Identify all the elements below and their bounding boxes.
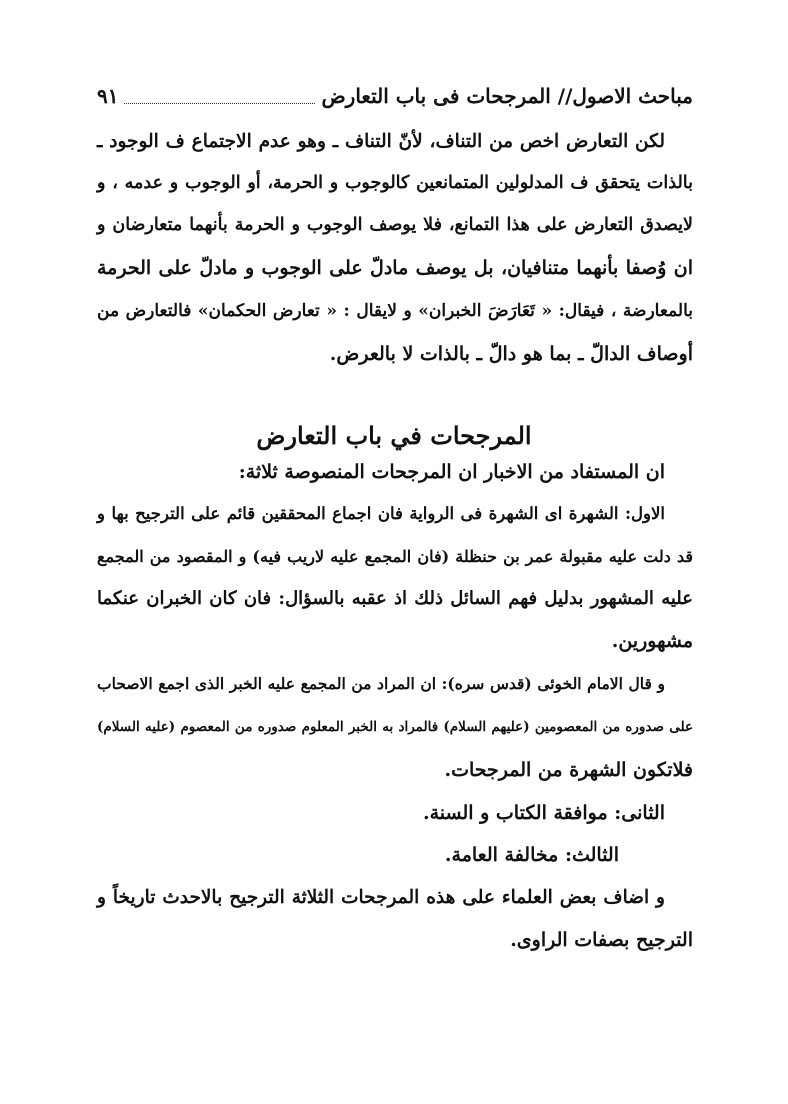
first-item-line: عليه المشهور بدليل فهم السائل ذلك اذ عقبه بالسؤال: فان كان الخبران عنكما: [97, 588, 693, 609]
paragraph-line: لايصدق التعارض على هذا التمانع، فلا يوصف الوجوب و الحرمة بأنهما متعارضان و: [97, 215, 693, 235]
second-item: الثانى: موافقة الكتاب و السنة.: [422, 802, 665, 824]
khoei-line: و قال الامام الخوئى (قدس سره): ان المراد من المجمع عليه الخبر الذى اجمع الاصحاب: [97, 674, 665, 693]
closing-line: الترجيح بصفات الراوى.: [510, 929, 693, 951]
section-heading: المرجحات في باب التعارض: [256, 421, 532, 450]
closing-line: و اضاف بعض العلماء على هذه المرجحات الثلاثة الترجيح بالاحدث تاريخاً و: [97, 887, 665, 908]
intro-line: ان المستفاد من الاخبار ان المرجحات المنصوصة ثلاثة:: [238, 461, 665, 483]
page-number: ۹۱: [97, 84, 119, 108]
first-item-line: مشهورين.: [611, 630, 693, 652]
khoei-line: على صدوره من المعصومين (عليهم السلام) فالمراد به الخبر المعلوم صدوره من المعصوم (عليه السلام): [97, 719, 693, 735]
third-item: الثالث: مخالفة العامة.: [444, 844, 619, 866]
header-title: مباحث الاصول// المرجحات فى باب التعارض: [321, 84, 693, 108]
first-item-line: الاول: الشهرة اى الشهرة فى الرواية فان اجماع المحققين قائم على الترجيح بها و: [97, 504, 665, 523]
khoei-line: فلاتكون الشهرة من المرجحات.: [444, 759, 693, 781]
paragraph-line: لكن التعارض اخص من التناف، لأنّ التناف ـ وهو عدم الاجتماع ف الوجود ـ: [97, 131, 665, 152]
header-dot-leader: [124, 89, 315, 104]
paragraph-line: أوصاف الدالّ ـ بما هو دالّ ـ بالذات لا بالعرض.: [329, 343, 693, 365]
running-header: [97, 80, 693, 112]
paragraph-line: بالذات يتحقق ف المدلولين المتمانعين كالوجوب و الحرمة، أو الوجوب و عدمه ، و: [97, 173, 693, 193]
paragraph-line: بالمعارضة ، فيقال: « تَعَارَضَ الخبران» و لايقال : « تعارض الحكمان» فالتعارض من: [97, 301, 693, 321]
paragraph-line: ان وُصفا بأنهما متنافيان، بل يوصف مادلّ على الوجوب و مادلّ على الحرمة: [97, 257, 693, 279]
first-item-line: قد دلت عليه مقبولة عمر بن حنظلة (فان المجمع عليه لاريب فيه) و المقصود من المجمع: [97, 547, 693, 566]
